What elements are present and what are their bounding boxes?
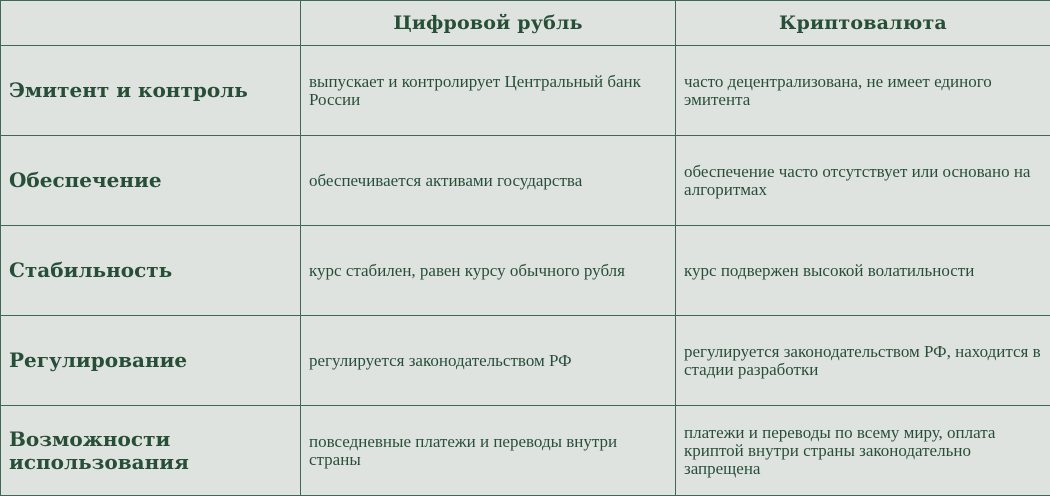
row-label-backing: Обеспечение (1, 136, 301, 226)
table-row (1, 136, 1050, 226)
table-row (1, 46, 1050, 136)
header-row (1, 1, 1050, 46)
cell-digital-regulation: регулируется законодательством РФ (301, 316, 676, 406)
header-corner-cell (1, 1, 301, 46)
cell-crypto-backing: обеспечение часто отсутствует или основано на алгоритмах (676, 136, 1050, 226)
row-label-issuer: Эмитент и контроль (1, 46, 301, 136)
row-label-stability: Стабильность (1, 226, 301, 316)
header-digital-ruble: Цифровой рубль (301, 1, 676, 46)
cell-crypto-usage: платежи и переводы по всему миру, оплата криптой внутри страны законодательно запрещена (676, 406, 1050, 496)
cell-digital-usage: повседневные платежи и переводы внутри страны (301, 406, 676, 496)
row-label-regulation: Регулирование (1, 316, 301, 406)
cell-crypto-regulation: регулируется законодательством РФ, находится в стадии разработки (676, 316, 1050, 406)
table-row (1, 316, 1050, 406)
cell-crypto-stability: курс подвержен высокой волатильности (676, 226, 1050, 316)
cell-digital-backing: обеспечивается активами государства (301, 136, 676, 226)
header-cryptocurrency: Криптовалюта (676, 1, 1050, 46)
table-row (1, 226, 1050, 316)
table-row (1, 406, 1050, 496)
cell-digital-stability: курс стабилен, равен курсу обычного рубля (301, 226, 676, 316)
cell-digital-issuer: выпускает и контролирует Центральный банк России (301, 46, 676, 136)
row-label-usage: Возможности использования (1, 406, 301, 496)
cell-crypto-issuer: часто децентрализована, не имеет единого эмитента (676, 46, 1050, 136)
